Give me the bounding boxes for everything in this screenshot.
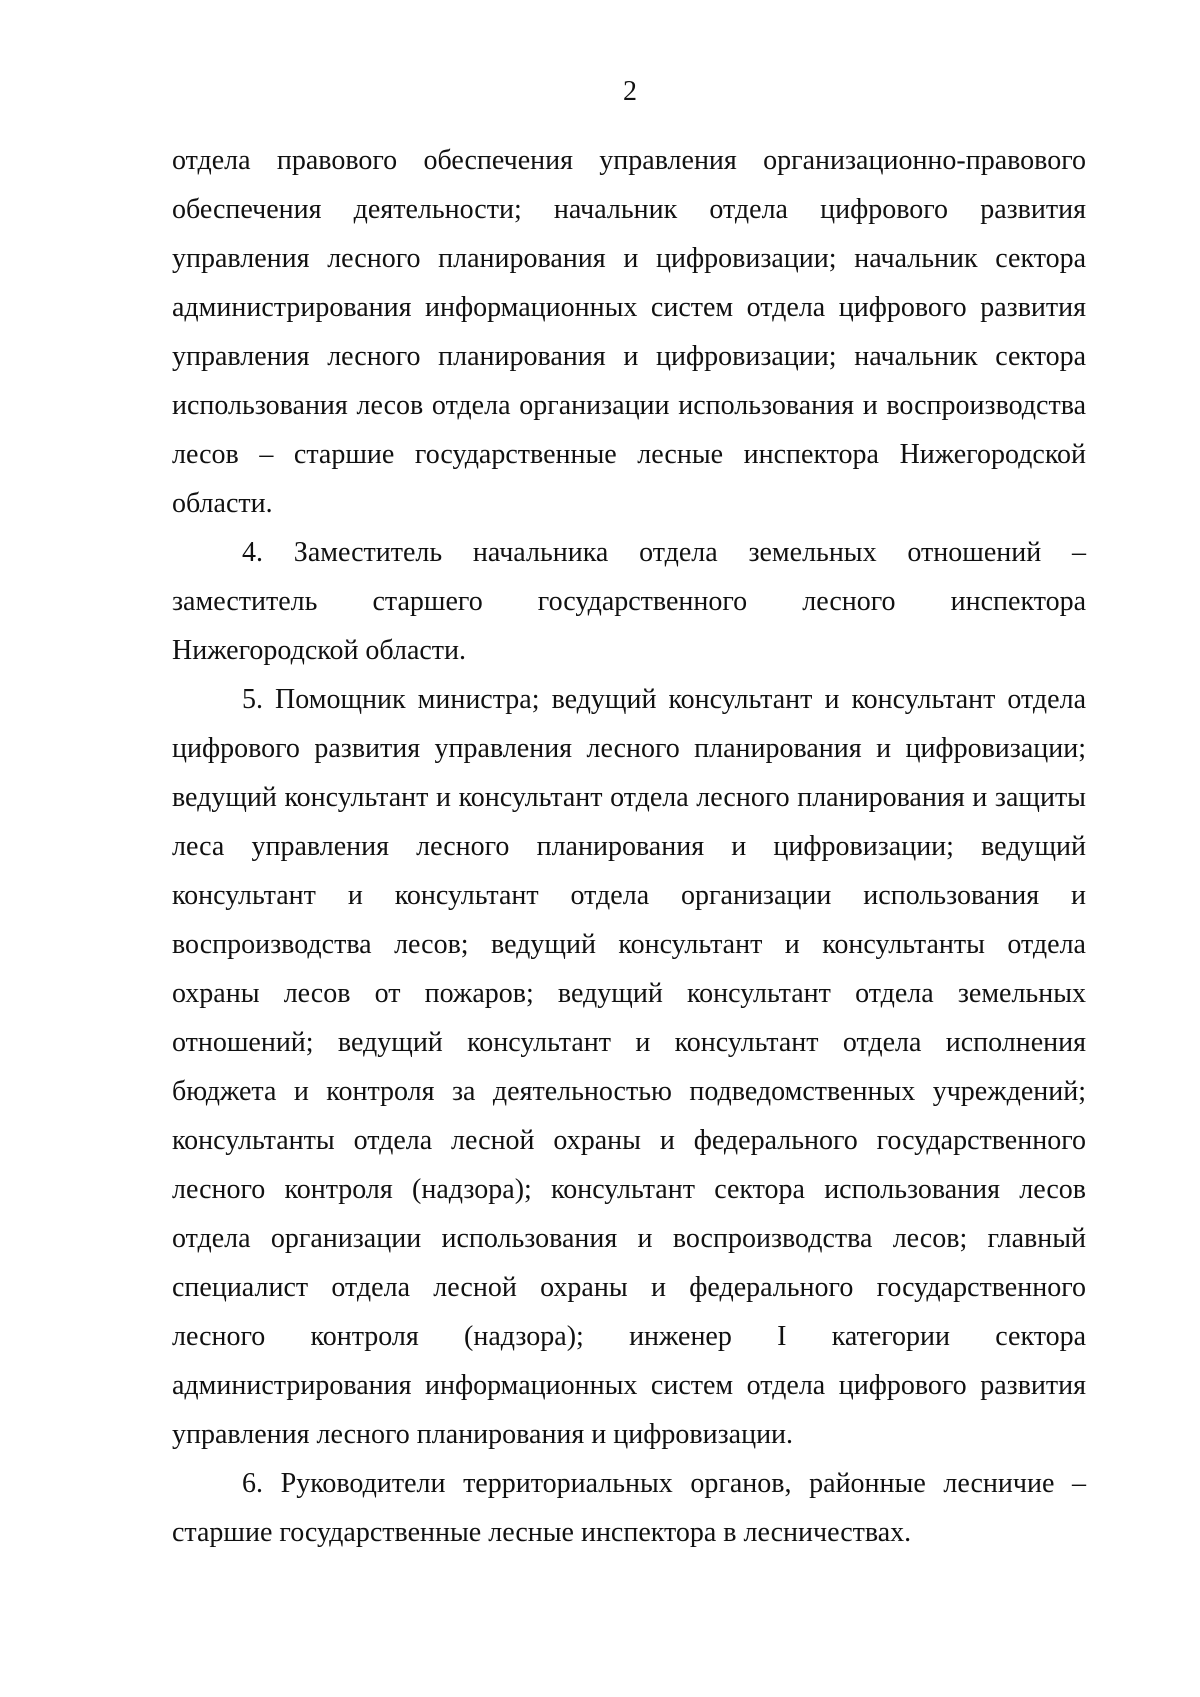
page-number: 2 xyxy=(623,76,637,107)
paragraph-item-5: 5. Помощник министра; ведущий консультант и консультант отдела цифрового развития управления лесного планирования и цифровизации; ведущий консультант и консультант отдела лесного планирования и защиты леса управления лесного планирования и цифровизации; ведущий консультант и консультант отдела организации использования и воспроизводства лесов; ведущий консультант и консультанты отдела охраны лесов от пожаров; ведущий консультант отдела земельных отношений; ведущий консультант и консультант отдела исполнения бюджета и контроля за деятельностью подведомственных учреждений; консультанты отдела лесной охраны и федерального государственного лесного контроля (надзора); консультант сектора использования лесов отдела организации использования и воспроизводства лесов; главный специалист отдела лесной охраны и федерального государственного лесного контроля (надзора); инженер I категории сектора администрирования информационных систем отдела цифрового развития управления лесного планирования и цифровизации. xyxy=(172,684,1086,1450)
paragraph-continuation: отдела правового обеспечения управления организационно-правового обеспечения деятельности; начальник отдела цифрового развития управления лесного планирования и цифровизации; начальник сектора администрирования информационных систем отдела цифрового развития управления лесного планирования и цифровизации; начальник сектора использования лесов отдела организации использования и воспроизводства лесов – старшие государственные лесные инспектора Нижегородской области. xyxy=(172,145,1086,519)
paragraph-item-4: 4. Заместитель начальника отдела земельных отношений – заместитель старшего государственного лесного инспектора Нижегородской области. xyxy=(172,537,1086,666)
paragraph-item-6: 6. Руководители территориальных органов, районные лесничие – старшие государственные лесные инспектора в лесничествах. xyxy=(172,1468,1086,1548)
document-body xyxy=(172,136,1086,1557)
